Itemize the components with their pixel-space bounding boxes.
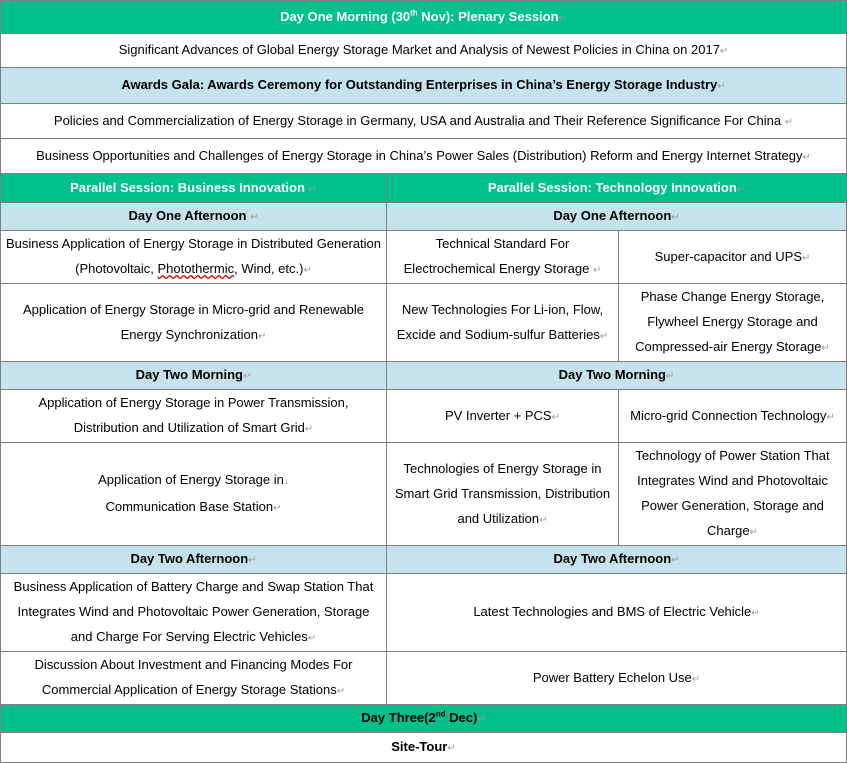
business-topic-swap-station: Business Application of Battery Charge and Swap Station That Integrates Wind and Photovoltaic Power Generation, Storage and Charge For Serving Electric Vehicles↵: [1, 574, 387, 652]
tech-topic-wind-pv-power-station: Technology of Power Station That Integrates Wind and Photovoltaic Power Generation, Storage and Charge↵: [619, 443, 847, 546]
day-one-afternoon-tech-label: Day One Afternoon↵: [387, 203, 847, 231]
tech-topic-super-capacitor: Super-capacitor and UPS↵: [619, 231, 847, 284]
plenary-session-header: Day One Morning (30th Nov): Plenary Session↵: [1, 1, 847, 34]
tech-topic-ev-bms: Latest Technologies and BMS of Electric Vehicle↵: [387, 574, 847, 652]
tech-topic-electrochemical-standard: Technical Standard For Electrochemical Energy Storage ↵: [387, 231, 619, 284]
plenary-topic: Significant Advances of Global Energy Storage Market and Analysis of Newest Policies in China on 2017↵: [1, 34, 847, 68]
day-two-afternoon-tech-label: Day Two Afternoon↵: [387, 546, 847, 574]
day-two-morning-tech-label: Day Two Morning↵: [387, 362, 847, 390]
tech-topic-micro-grid-connection: Micro-grid Connection Technology↵: [619, 390, 847, 443]
business-topic-micro-grid: Application of Energy Storage in Micro-grid and Renewable Energy Synchronization↵: [1, 284, 387, 362]
gala-topic-2: Business Opportunities and Challenges of Energy Storage in China’s Power Sales (Distribution) Reform and Energy Internet Strategy↵: [1, 139, 847, 174]
day-three-header: Day Three(2nd Dec)↵: [1, 705, 847, 733]
tech-topic-pv-inverter: PV Inverter + PCS↵: [387, 390, 619, 443]
tech-topic-smart-grid-transmission: Technologies of Energy Storage in Smart Grid Transmission, Distribution and Utilization↵: [387, 443, 619, 546]
awards-gala-header: Awards Gala: Awards Ceremony for Outstanding Enterprises in China’s Energy Storage Industry↵: [1, 68, 847, 104]
technology-innovation-header: Parallel Session: Technology Innovation↵: [387, 174, 847, 203]
business-topic-distributed-generation: Business Application of Energy Storage in Distributed Generation (Photovoltaic, Photothermic, Wind, etc.)↵: [1, 231, 387, 284]
business-topic-communication-base-station: Application of Energy Storage in↓ Communication Base Station↵: [1, 443, 387, 546]
day-one-afternoon-business-label: Day One Afternoon ↵: [1, 203, 387, 231]
tech-topic-phase-change-storage: Phase Change Energy Storage, Flywheel Energy Storage and Compressed-air Energy Storage↵: [619, 284, 847, 362]
tech-topic-echelon-use: Power Battery Echelon Use↵: [387, 652, 847, 705]
day-two-afternoon-business-label: Day Two Afternoon↵: [1, 546, 387, 574]
business-topic-smart-grid: Application of Energy Storage in Power Transmission, Distribution and Utilization of Smart Grid↵: [1, 390, 387, 443]
day-two-morning-business-label: Day Two Morning↵: [1, 362, 387, 390]
site-tour: Site-Tour↵: [1, 733, 847, 763]
gala-topic-1: Policies and Commercialization of Energy Storage in Germany, USA and Australia and Their Reference Significance For China ↵: [1, 104, 847, 139]
tech-topic-battery-technologies: New Technologies For Li-ion, Flow, Excide and Sodium-sulfur Batteries↵: [387, 284, 619, 362]
business-innovation-header: Parallel Session: Business Innovation ↵: [1, 174, 387, 203]
business-topic-investment-financing: Discussion About Investment and Financing Modes For Commercial Application of Energy Storage Stations↵: [1, 652, 387, 705]
